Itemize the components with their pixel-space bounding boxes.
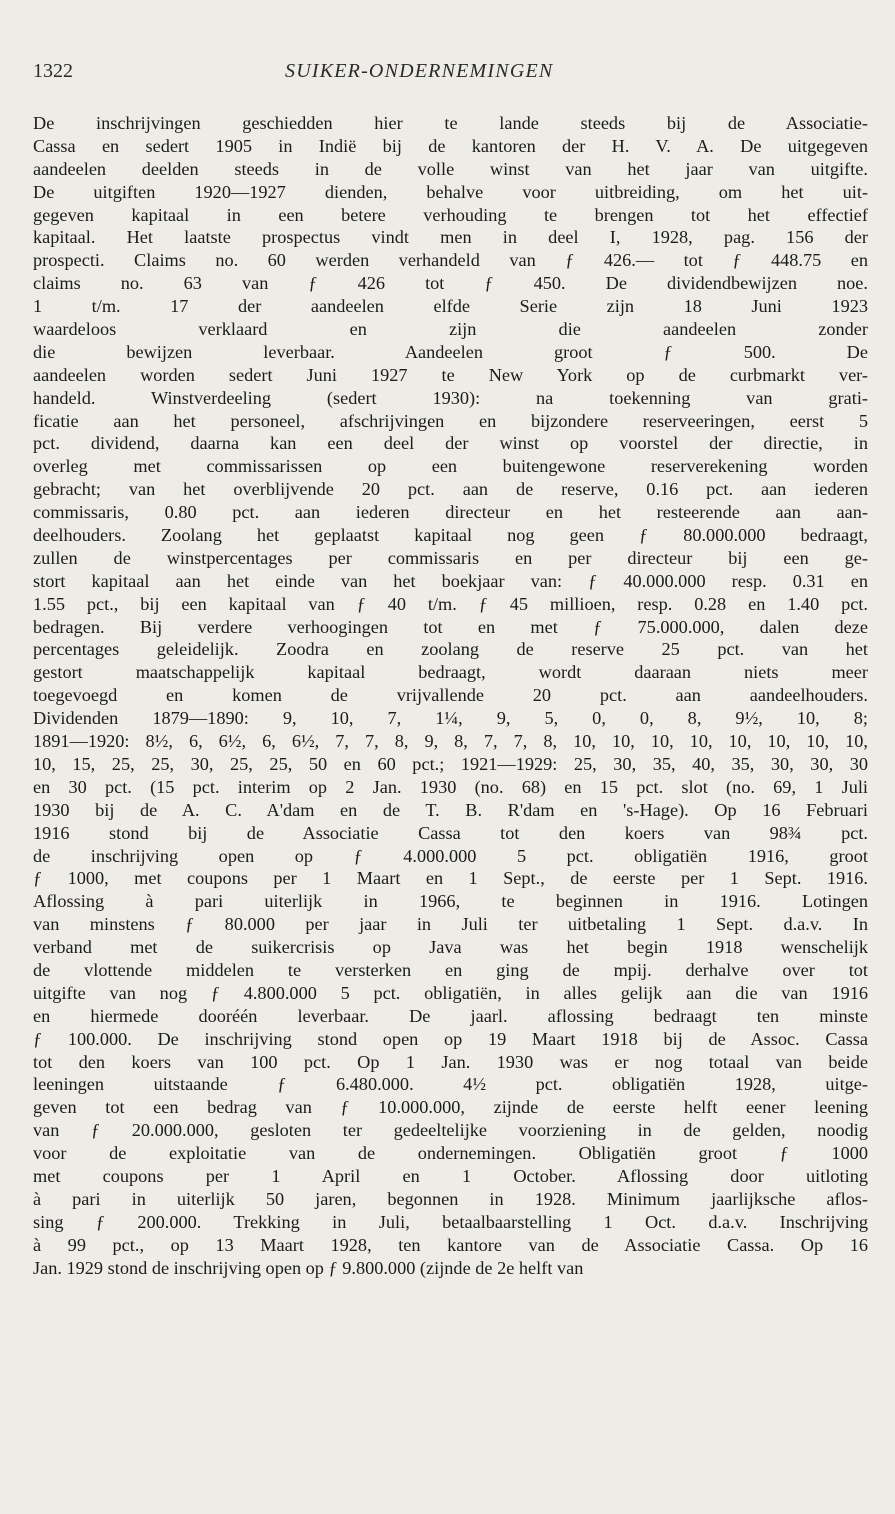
text-line: De inschrijvingen geschiedden hier te lande steeds bij de Associatie- bbox=[33, 113, 868, 133]
text-line: de inschrijving open op ƒ 4.000.000 5 pct. obligatiën 1916, groot bbox=[33, 845, 868, 866]
text-line: pct. dividend, daarna kan een deel der winst op voorstel der directie, in bbox=[33, 433, 868, 454]
text-line: van ƒ 20.000.000, gesloten ter gedeeltelijke voorziening in de gelden, noodig bbox=[33, 1120, 868, 1141]
text-line: leeningen uitstaande ƒ 6.480.000. 4½ pct. obligatiën 1928, uitge- bbox=[33, 1074, 868, 1095]
text-line: stort kapitaal aan het einde van het boekjaar van: ƒ 40.000.000 resp. 0.31 en bbox=[33, 570, 868, 591]
text-line: handeld. Winstverdeeling (sedert 1930): na toekenning van grati- bbox=[33, 387, 868, 408]
text-line: ficatie aan het personeel, afschrijvingen en bijzondere reserveeringen, eerst 5 bbox=[33, 410, 868, 431]
text-line: voor de exploitatie van de ondernemingen. Obligatiën groot ƒ 1000 bbox=[33, 1143, 868, 1164]
text-line: ƒ 100.000. De inschrijving stond open op 19 Maart 1918 bij de Assoc. Cassa bbox=[33, 1028, 868, 1049]
text-line: percentages geleidelijk. Zoodra en zoolang de reserve 25 pct. van het bbox=[33, 639, 868, 660]
text-line: 1916 stond bij de Associatie Cassa tot den koers van 98¾ pct. bbox=[33, 822, 868, 843]
text-line: overleg met commissarissen op een buitengewone reserverekening worden bbox=[33, 456, 868, 477]
page-number: 1322 bbox=[33, 60, 73, 82]
text-line: ƒ 1000, met coupons per 1 Maart en 1 Sept., de eerste per 1 Sept. 1916. bbox=[33, 868, 868, 889]
text-line: zullen de winstpercentages per commissaris en per directeur bij een ge- bbox=[33, 547, 868, 568]
body-text bbox=[33, 112, 868, 1279]
text-line: met coupons per 1 April en 1 October. Aflossing door uitloting bbox=[33, 1165, 868, 1186]
text-line: tot den koers van 100 pct. Op 1 Jan. 1930 was er nog totaal van beide bbox=[33, 1051, 868, 1072]
text-line: commissaris, 0.80 pct. aan iederen directeur en het resteerende aan aan- bbox=[33, 502, 868, 523]
text-line: à pari in uiterlijk 50 jaren, begonnen in 1928. Minimum jaarlijksche aflos- bbox=[33, 1188, 868, 1209]
text-line: en hiermede dooréén leverbaar. De jaarl. aflossing bedraagt ten minste bbox=[33, 1005, 868, 1026]
text-line: de vlottende middelen te versterken en ging de mpij. derhalve over tot bbox=[33, 959, 868, 980]
text-line: gestort maatschappelijk kapitaal bedraagt, wordt daaraan niets meer bbox=[33, 662, 868, 683]
text-line: verband met de suikercrisis op Java was het begin 1918 wenschelijk bbox=[33, 937, 868, 958]
text-line: van minstens ƒ 80.000 per jaar in Juli ter uitbetaling 1 Sept. d.a.v. In bbox=[33, 914, 868, 935]
text-line: 10, 15, 25, 25, 30, 25, 25, 50 en 60 pct.; 1921—1929: 25, 30, 35, 40, 35, 30, 30, 30 bbox=[33, 753, 868, 774]
running-title: SUIKER-ONDERNEMINGEN bbox=[285, 60, 554, 82]
text-line: aandeelen worden sedert Juni 1927 te New York op de curbmarkt ver- bbox=[33, 364, 868, 385]
page-header bbox=[33, 60, 868, 90]
text-line: De uitgiften 1920—1927 dienden, behalve voor uitbreiding, om het uit- bbox=[33, 181, 868, 202]
text-line: Aflossing à pari uiterlijk in 1966, te beginnen in 1916. Lotingen bbox=[33, 891, 868, 912]
text-line: en 30 pct. (15 pct. interim op 2 Jan. 1930 (no. 68) en 15 pct. slot (no. 69, 1 Juli bbox=[33, 776, 868, 797]
text-line: bedragen. Bij verdere verhoogingen tot en met ƒ 75.000.000, dalen deze bbox=[33, 616, 868, 637]
text-line: 1930 bij de A. C. A'dam en de T. B. R'dam en 's-Hage). Op 16 Februari bbox=[33, 799, 868, 820]
text-line: gebracht; van het overblijvende 20 pct. aan de reserve, 0.16 pct. aan iederen bbox=[33, 479, 868, 500]
text-line: kapitaal. Het laatste prospectus vindt men in deel I, 1928, pag. 156 der bbox=[33, 227, 868, 248]
text-line: aandeelen deelden steeds in de volle winst van het jaar van uitgifte. bbox=[33, 158, 868, 179]
text-line: toegevoegd en komen de vrijvallende 20 pct. aan aandeelhouders. bbox=[33, 685, 868, 706]
text-line: à 99 pct., op 13 Maart 1928, ten kantore van de Associatie Cassa. Op 16 bbox=[33, 1234, 868, 1255]
text-line: 1.55 pct., bij een kapitaal van ƒ 40 t/m. ƒ 45 millioen, resp. 0.28 en 1.40 pct. bbox=[33, 593, 868, 614]
text-line: Jan. 1929 stond de inschrijving open op ƒ 9.800.000 (zijnde de 2e helft van bbox=[33, 1257, 584, 1278]
text-line: claims no. 63 van ƒ 426 tot ƒ 450. De dividendbewijzen noe. bbox=[33, 273, 868, 294]
text-line: gegeven kapitaal in een betere verhouding te brengen tot het effectief bbox=[33, 204, 868, 225]
text-line: 1 t/m. 17 der aandeelen elfde Serie zijn 18 Juni 1923 bbox=[33, 296, 868, 317]
text-line: 1891—1920: 8½, 6, 6½, 6, 6½, 7, 7, 8, 9, 8, 7, 7, 8, 10, 10, 10, 10, 10, 10, 10, 10, bbox=[33, 731, 868, 752]
text-line: Cassa en sedert 1905 in Indië bij de kantoren der H. V. A. De uitgegeven bbox=[33, 135, 868, 156]
text-line: sing ƒ 200.000. Trekking in Juli, betaalbaarstelling 1 Oct. d.a.v. Inschrijving bbox=[33, 1211, 868, 1232]
text-line: geven tot een bedrag van ƒ 10.000.000, zijnde de eerste helft eener leening bbox=[33, 1097, 868, 1118]
text-line: uitgifte van nog ƒ 4.800.000 5 pct. obligatiën, in alles gelijk aan die van 1916 bbox=[33, 982, 868, 1003]
text-line: deelhouders. Zoolang het geplaatst kapitaal nog geen ƒ 80.000.000 bedraagt, bbox=[33, 525, 868, 546]
text-line: waardeloos verklaard en zijn die aandeelen zonder bbox=[33, 319, 868, 340]
text-line: die bewijzen leverbaar. Aandeelen groot ƒ 500. De bbox=[33, 341, 868, 362]
text-line: prospecti. Claims no. 60 werden verhandeld van ƒ 426.— tot ƒ 448.75 en bbox=[33, 250, 868, 271]
text-line: Dividenden 1879—1890: 9, 10, 7, 1¼, 9, 5, 0, 0, 8, 9½, 10, 8; bbox=[33, 708, 868, 729]
